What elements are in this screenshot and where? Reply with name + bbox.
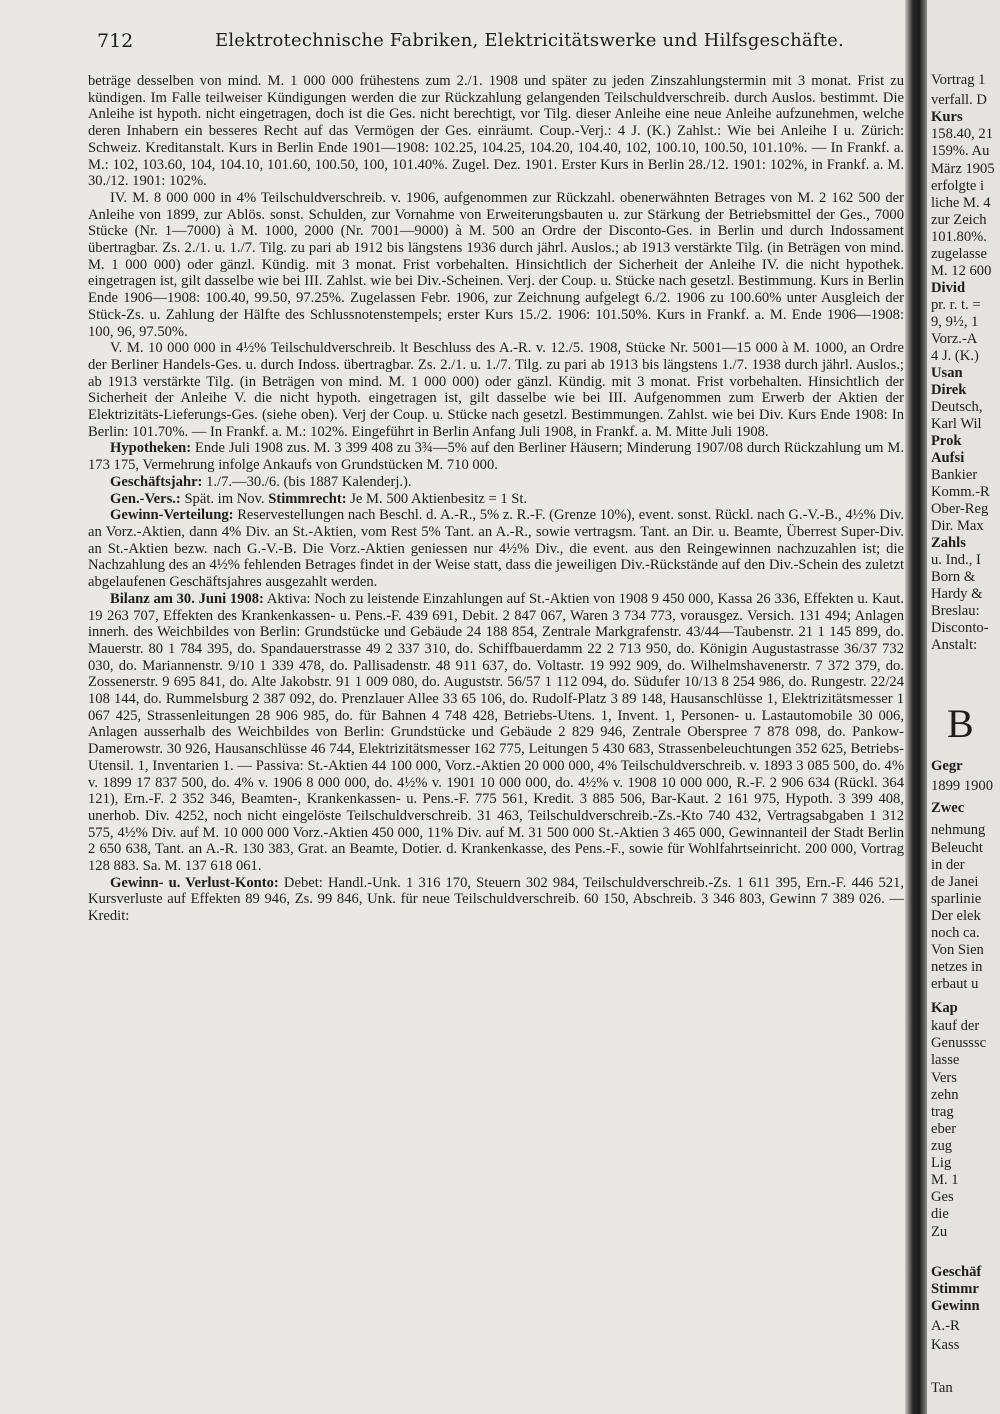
adjacent-page-text: B [947, 701, 974, 746]
adjacent-page-text: März 1905 [931, 161, 995, 177]
adjacent-page-text: Zu [931, 1224, 948, 1240]
paragraph-text: Spät. im Nov. [180, 490, 269, 507]
paragraph-text: Aktiva: Noch zu leistende Einzahlungen auf St.-Aktien von 1908 9 450 000, Kassa 26 336, Effekten u. Kaut. 19 263 707, Effekten des Krankenkassen- u. Pens.-F. 439 691, Debit. 2 847 067, Waren 3 734 773, vorausgez. Versich. 131 494; Anlagen innerh. des Weichbildes von Berlin: Grundstücke und Gebäude 24 188 854, Zentrale Markgrafenstr. 43/44—Taubenstr. 21 1 145 899, do. Mauerstr. 80 1 784 395, do. Spandauerstrasse 49 2 337 310, do. Schiffbauerdamm 22 2 713 950, do. Königin Augustastrasse 36/37 732 030, do. Mariannenstr. 9/10 1 339 478, do. Pallisadenstr. 48 911 637, do. Voltastr. 19 992 909, do. Wilhelmshavenerstr. 7 372 379, do. Zossenerstr. 9 695 841, do. Alte Jakobstr. 91 1 009 080, do. Auguststr. 56/57 1 112 094, do. Südufer 10/13 8 254 986, do. Rungestr. 22/24 108 144, do. Rummelsburg 2 387 092, do. Prenzlauer Allee 33 65 106, do. Rudolf-Platz 3 89 148, Hausanschlüsse 1, Elektrizitätsmesser 1 067 425, Strassenleitungen 28 906 985, do. für Bahnen 4 748 428, Betriebs-Utens. 1, Invent. 1, Personen- u. Lastautomobile 30 006, Anlagen ausserhalb des Weichbildes von Berlin: Grundstücke und Gebäude 2 829 946, Zentrale Oberspree 7 878 098, do. Pankow-Damerowstr. 30 926, Hausanschlüsse 46 744, Elektrizitätsmesser 162 775, Leitungen 5 430 683, Strassenbeleuchtungen 352 625, Betriebs-Utensil. 1, Inventarien 1. — Passiva: St.-Aktien 44 100 000, Vorz.-Aktien 20 000 000, 4% Teilschuldverschreib. v. 1893 3 085 500, do. 4% v. 1899 17 837 500, do. 4% v. 1906 8 000 000, do. 4½% v. 1901 10 000 000, do. 4½% v. 1908 10 000 000, R.-F. 2 906 634 (Rückl. 364 121), Ern.-F. 2 352 346, Beamten-, Krankenkassen- u. Pens.-F. 775 561, Kredit. 3 885 506, Bar-Kaut. 2 161 975, Hypoth. 3 399 408, unerhob. Div. 4252, noch nicht eingelöste Teilschuldverschreib. 31 463, Teilschuldverschreib.-Zs.-Kto 740 432, Vertragsabgaben 1 312 575, 4½% Div. auf M. 10 000 000 Vorz.-Aktien 450 000, 11% Div. auf M. 31 500 000 St.-Aktien 3 465 000, Gewinnanteil der Stadt Berlin 2 650 638, Tant. an A.-R. 130 383, Grat. an Beamte, Dotier. d. Krankenkasse, des Pens.-F., sowie für Wohlfahrtseinricht. 200 000, Vortrag 128 883. Sa. M. 137 618 061. [88, 590, 905, 875]
paragraph-text: beträge desselben von mind. M. 1 000 000 frühestens zum 2./1. 1908 und später zu jeden Zinszahlungstermin mit 3 monat. Frist zu kündigen. Im Falle teilweiser Kündigungen werden die zur Rückzahlung gelangenden Teilschuldverschreib. durch Auslos. bestimmt. Die Anleihe ist hypoth. nicht eingetragen, doch ist die Ges. nicht berechtigt, vor Tilg. dieser Anleihe eine neue Anleihe aufzunehmen, welche deren Inhabern ein besseres Recht auf das Vermögen der Ges. einräumt. Coup.-Verj.: 4 J. (K.) Zahlst.: Wie bei Anleihe I u. Zürich: Schweiz. Kreditanstalt. Kurs in Berlin Ende 1901—1908: 102.25, 104.25, 104.20, 104.40, 102, 100.10, 100.50, 101.10%. — In Frankf. a. M.: 102, 103.60, 104, 104.10, 101.60, 100.50, 100, 101.40%. Zugel. Dez. 1901. Erster Kurs in Berlin 28./12. 1901: 102%, in Frankf. a. M. 30./12. 1901: 102%. [88, 73, 904, 190]
adjacent-page-text: Stimmr [931, 1281, 979, 1297]
adjacent-page-text: 158.40, 21 [931, 126, 994, 142]
adjacent-page-text: Vers [931, 1070, 957, 1086]
adjacent-page-text: Gewinn [931, 1298, 980, 1314]
adjacent-page-text: sparlinie [931, 891, 982, 907]
paragraph [88, 190, 904, 340]
adjacent-page-text: die [931, 1206, 949, 1222]
adjacent-page-text: Breslau: [931, 603, 980, 619]
adjacent-page-text: Deutsch, [931, 399, 983, 415]
adjacent-page-text: noch ca. [931, 925, 980, 941]
section-label: Gewinn-Verteilung: [110, 507, 234, 524]
adjacent-page-text: 101.80%. [931, 229, 987, 245]
paragraph [88, 507, 904, 591]
adjacent-page-text: Zwec [931, 800, 965, 816]
adjacent-page-fragment [927, 0, 1000, 1414]
adjacent-page-text: de Janei [931, 874, 979, 890]
paragraph [88, 474, 904, 491]
adjacent-page-text: Karl Wil [931, 416, 982, 432]
adjacent-page-text: M. 1 [931, 1172, 959, 1188]
section-label: Bilanz am 30. Juni 1908: [110, 590, 264, 607]
adjacent-page-text: Ober-Reg [931, 501, 989, 517]
adjacent-page-text: zug [931, 1138, 953, 1154]
paragraph-text: Je M. 500 Aktienbesitz = 1 St. [346, 490, 528, 507]
adjacent-page-text: Kap [931, 1000, 958, 1016]
adjacent-page-text: erfolgte i [931, 178, 985, 194]
paragraph [88, 591, 904, 875]
body-text [88, 73, 904, 925]
adjacent-page-text: in der [931, 857, 965, 873]
adjacent-page-text: Anstalt: [931, 637, 978, 653]
adjacent-page-text: trag [931, 1104, 954, 1120]
paragraph [88, 440, 904, 473]
book-gutter [905, 0, 927, 1414]
adjacent-page-text: Divid [931, 280, 966, 296]
adjacent-page-text: Geschäf [931, 1264, 982, 1280]
adjacent-page-text: Usan [931, 365, 963, 381]
paragraph-text: 1./7.—30./6. (bis 1887 Kalenderj.). [202, 473, 412, 490]
section-label: Geschäftsjahr: [110, 473, 203, 490]
paragraph-text: Reservestellungen nach Beschl. d. A.-R., 5% z. R.-F. (Grenze 10%), event. sonst. Rückl. nach G.-V.-B., 4½% Div. an Vorz.-Aktien, dann 4% Div. an St.-Aktien, vom Rest 5% Tant. an A.-R., sowie vertragsm. Tant. an Dir. u. Beamte, Überrest Super-Div. an St.-Aktien bezw. nach G.-V.-B. Die Vorz.-Aktien geniessen nur 4½% Div., die event. aus den Reingewinnen nachzuzahlen ist; die Nachzahlung des an 4½% fehlenden Betrages findet in der Weise statt, dass die jeweiligen Div.-Rückstände auf den Div.-Schein des zuletzt abgelaufenen Geschäftsjahres ausgezahlt werden. [88, 507, 904, 591]
adjacent-page-text: Zahls [931, 535, 966, 551]
adjacent-page-text: zehn [931, 1087, 959, 1103]
adjacent-page-text: verfall. D [931, 92, 987, 108]
adjacent-page-text: Komm.-R [931, 484, 990, 500]
adjacent-page-text: lasse [931, 1052, 960, 1068]
section-label: Stimmrecht: [268, 490, 347, 507]
adjacent-page-text: Genusssc [931, 1035, 987, 1051]
adjacent-page-text: Vortrag 1 [931, 72, 986, 88]
paragraph-text: Debet: Handl.-Unk. 1 316 170, Steuern 302 984, Teilschuldverschreib.-Zs. 1 611 395, Ern.-F. 446 521, Kursverluste auf Effekten 89 946, Zs. 99 846, Unk. für neue Teilschuldverschreib. 60 150, Abschreib. 3 346 803, Gewinn 7 389 026. — Kredit: [88, 874, 905, 925]
adjacent-page-text: 1899 1900 [931, 778, 994, 794]
paragraph-text: IV. M. 8 000 000 in 4% Teilschuldverschreib. v. 1906, aufgenommen zur Rückzahl. obenerwähnten Betrages von M. 2 162 500 der Anleihe von 1899, zur Ablös. sonst. Schulden, zur Vornahme von Erweiterungsbauten u. zur Stärkung der Betriebsmittel der Ges., 7000 Stücke (Nr. 1—7000) à M. 1000, 2000 (Nr. 7001—9000) à M. 500 an Ordre der Disconto-Ges. in Berlin und durch Indossament übertragbar. Zs. 2./1. u. 1./7. Tilg. zu pari ab 1912 bis längstens 1936 durch jährl. Auslos.; ab 1913 verstärkte Tilg. (in Beträgen von mind. M. 1 000 000) oder gänzl. Kündig. mit 3 monat. Frist vorbehalten. Hinsichtlich der Sicherheit der Anleihe IV. die nicht hypothek. eingetragen ist, gilt dasselbe wie bei III. Zahlst. wie bei Div.-Scheinen. Verj. der Coup. u. Stücke nach gesetzl. Bestimmung. Kurs in Berlin Ende 1906—1908: 100.40, 99.50, 97.25%. Zugelassen Febr. 1906, zur Zeichnung aufgelegt 6./2. 1906 zu 100.60% unter Ausgleich der Stück-Zs. u. Zahlung der Hälfte des Schlussnotenstempels; erster Kurs 15./2. 1906: 101.50%. Kurs in Frankf. a. M. Ende 1906—1908: 100, 96, 97.50%. [88, 189, 904, 340]
adjacent-page-text: Hardy & [931, 586, 983, 602]
adjacent-page-text: Disconto- [931, 620, 989, 636]
adjacent-page-text: nehmung [931, 822, 986, 838]
adjacent-page-text: Lig [931, 1155, 952, 1171]
adjacent-page-text: Aufsi [931, 450, 965, 466]
paragraph [88, 491, 904, 508]
section-label: Gewinn- u. Verlust-Konto: [110, 874, 279, 891]
adjacent-page-text: Direk [931, 382, 967, 398]
adjacent-page-text: Der elek [931, 908, 981, 924]
adjacent-page-text: Kurs [931, 109, 963, 125]
running-title: Elektrotechnische Fabriken, Elektricitätswerke und Hilfsgeschäfte. [215, 30, 844, 51]
paragraph [88, 875, 904, 925]
paragraph [88, 73, 904, 190]
page-header [95, 24, 895, 58]
adjacent-page-text: 9, 9½, 1 [931, 314, 979, 330]
paragraph-text: V. M. 10 000 000 in 4½% Teilschuldverschreib. lt Beschluss des A.-R. v. 12./5. 1908, Stücke Nr. 5001—15 000 à M. 1000, an Ordre der Berliner Handels-Ges. u. durch Indoss. übertragbar. Zs. 2./1. u. 1./7. Tilg. zu pari ab 1913 bis längstens 1./7. 1938 durch jährl. Auslos.; ab 1913 verstärkte Tilg. (in Beträgen von mind. M. 1 000 000) oder gänzl. Kündig. mit 3 monat. Frist vorbehalten. Hinsichtlich der Sicherheit der Anleihe V. die nicht hypoth. eingetragen ist, gilt dasselbe wie bei III. Aufgenommen zum Erwerb der Aktien der Elektrizitäts-Lieferungs-Ges. (siehe oben). Verj der Coup. u. Stücke nach gesetzl. Bestimmungen. Zahlst. wie bei Div. Kurs Ende 1908: In Berlin: 101.70%. — In Frankf. a. M.: 102%. Eingeführt in Berlin Anfang Juli 1908, in Frankf. a. M. Mitte Juli 1908. [88, 340, 904, 440]
paragraph [88, 340, 904, 440]
adjacent-page-text: pr. r. t. = [931, 297, 981, 313]
adjacent-page-text: Prok [931, 433, 962, 449]
paragraph-text: Ende Juli 1908 zus. M. 3 399 408 zu 3¾—5% auf den Berliner Häusern; Minderung 1907/08 durch Rückzahlung um M. 173 175, Vermehrung infolge Ankaufs von Grundstücken M. 710 000. [88, 440, 904, 474]
adjacent-page-text: liche M. 4 [931, 195, 991, 211]
adjacent-page-text: Beleucht [931, 840, 983, 856]
adjacent-page-text: erbaut u [931, 976, 979, 992]
adjacent-page-text: 4 J. (K.) [931, 348, 979, 364]
adjacent-page-text: Gegr [931, 758, 963, 774]
adjacent-page-text: eber [931, 1121, 957, 1137]
adjacent-page-text: zur Zeich [931, 212, 987, 228]
adjacent-page-text: Vorz.-A [931, 331, 978, 347]
page-number: 712 [97, 30, 134, 52]
adjacent-page-text: Kass [931, 1337, 960, 1353]
adjacent-page-text: kauf der [931, 1018, 980, 1034]
adjacent-page-text: zugelasse [931, 246, 987, 262]
adjacent-page-text: Dir. Max [931, 518, 984, 534]
adjacent-page-text: M. 12 600 [931, 263, 992, 279]
adjacent-page-text: Born & [931, 569, 976, 585]
section-label: Hypotheken: [110, 440, 192, 457]
adjacent-page-text: Ges [931, 1189, 954, 1205]
adjacent-page-text: Bankier [931, 467, 978, 483]
adjacent-page-text: u. Ind., I [931, 552, 981, 568]
adjacent-page-text: Tan [931, 1380, 953, 1396]
adjacent-page-text: Von Sien [931, 942, 984, 958]
adjacent-page-text: netzes in [931, 959, 983, 975]
section-label: Gen.-Vers.: [110, 490, 181, 507]
adjacent-page-text: 159%. Au [931, 143, 990, 159]
adjacent-page-text: A.-R [931, 1318, 960, 1334]
